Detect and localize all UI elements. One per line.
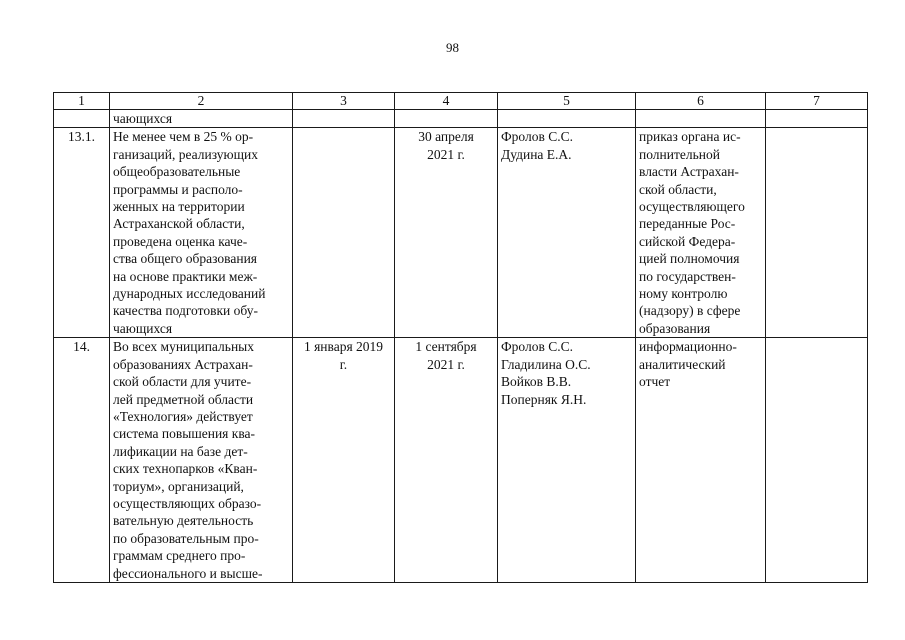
row-number: [54, 110, 110, 128]
table-row-continuation: [54, 110, 868, 128]
result-doc: приказ органа ис- полнительной власти Астрахан- ской области, осуществляющего переданные Рос- сийской Федера- цией полномочия по государствен- ному контролю (надзору) в сфере образования: [636, 128, 766, 338]
responsible: Фролов С.С. Гладилина О.С. Войков В.В. Поперняк Я.Н.: [498, 338, 636, 583]
col7-cell: [766, 110, 868, 128]
event-text: Во всех муниципальных образованиях Астрахан- ской области для учите- лей предметной области «Технология» действует система повышения ква- лификации на базе дет- ских технопарков «Кван- ториум», организаций, осуществляющих образо- вательную деятельность по образовательным про- граммам среднего про- фессионального и высше-: [110, 338, 293, 583]
col7-cell: [766, 338, 868, 583]
header-row: [54, 93, 868, 110]
plan-table: [53, 92, 868, 583]
header-col-7: 7: [766, 93, 868, 110]
end-date: 30 апреля 2021 г.: [395, 128, 498, 338]
event-text: чающихся: [110, 110, 293, 128]
header-col-3: 3: [293, 93, 395, 110]
col7-cell: [766, 128, 868, 338]
header-col-4: 4: [395, 93, 498, 110]
end-date: [395, 110, 498, 128]
event-text: Не менее чем в 25 % ор- ганизаций, реализующих общеобразовательные программы и располо- женных на территории Астраханской области, проведена оценка каче- ства общего образования на основе практики меж- дународных исследований качества подготовки обу- чающихся: [110, 128, 293, 338]
row-number: 14.: [54, 338, 110, 583]
end-date: 1 сентября 2021 г.: [395, 338, 498, 583]
table-row-13-1: [54, 128, 868, 338]
start-date: 1 января 2019 г.: [293, 338, 395, 583]
responsible: Фролов С.С. Дудина Е.А.: [498, 128, 636, 338]
page-number: 98: [446, 40, 459, 55]
start-date: [293, 110, 395, 128]
row-number: 13.1.: [54, 128, 110, 338]
responsible: [498, 110, 636, 128]
header-col-1: 1: [54, 93, 110, 110]
result-doc: информационно- аналитический отчет: [636, 338, 766, 583]
start-date: [293, 128, 395, 338]
table-row-14: [54, 338, 868, 583]
header-col-5: 5: [498, 93, 636, 110]
header-col-2: 2: [110, 93, 293, 110]
result-doc: [636, 110, 766, 128]
header-col-6: 6: [636, 93, 766, 110]
